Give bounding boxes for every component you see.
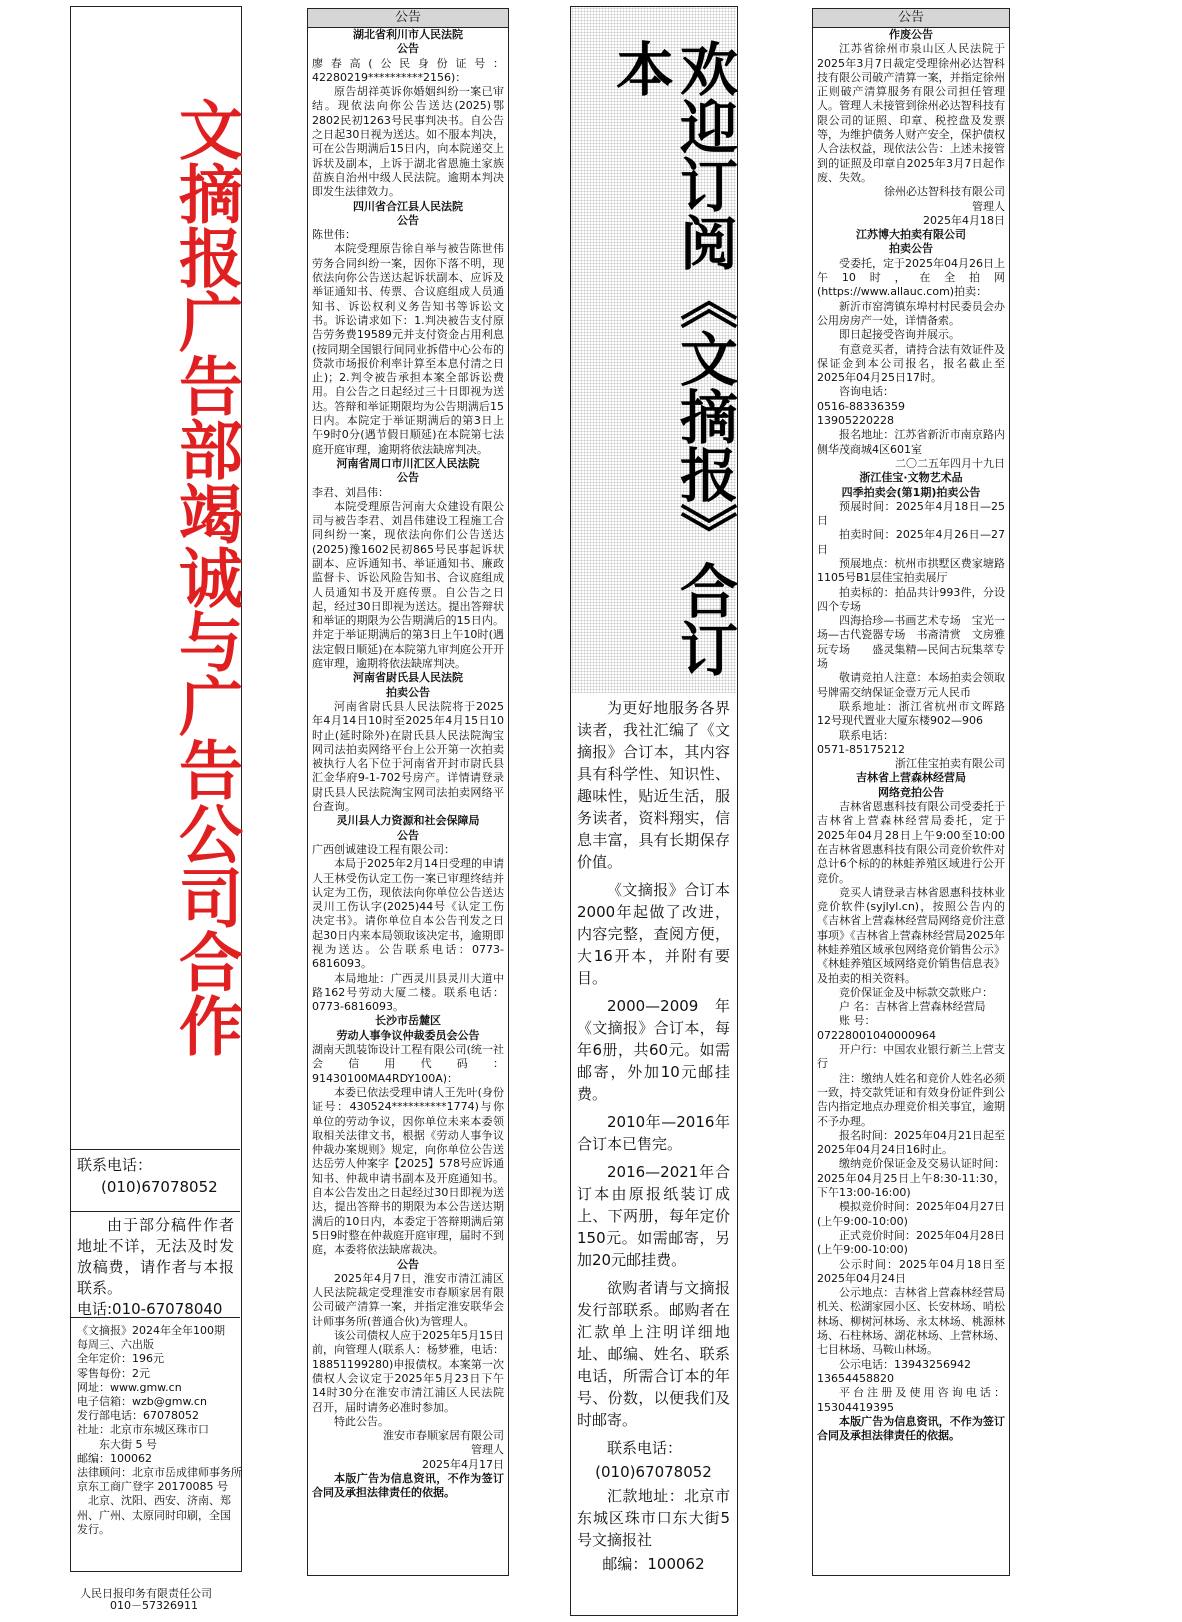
notice-paragraph: 缴纳竞价保证金及交易认证时间：2025年04月25日上午8:30-11:30，下午13:00-16:00) bbox=[817, 1157, 1005, 1200]
notice-paragraph: 四海拾珍—书画艺术专场 宝光一场—古代瓷器专场 书斋清赏 文房雅玩专场 盛灵集精—民间古玩集萃专场 bbox=[817, 614, 1005, 671]
remit-address: 汇款地址：北京市东城区珠市口东大街5号文摘报社 bbox=[577, 1487, 730, 1549]
notice-column-right bbox=[812, 8, 1010, 1576]
notice-signature: 浙江佳宝拍卖有限公司 bbox=[895, 757, 1005, 771]
notice-column-header: 公告 bbox=[813, 9, 1009, 28]
notice-paragraph: 该公司债权人应于2025年5月15日前，向管理人(联系人：杨梦雅，电话：18851199280)申报债权。本案第一次债权人会议定于2025年5月23日下午14时30分在淮安市清江浦区人民法院召开，届时请务必准时参加。 bbox=[312, 1329, 504, 1414]
notice-paragraph: 平台注册及使用咨询电话：15304419395 bbox=[817, 1386, 1005, 1414]
subscription-paragraph: 欲购者请与文摘报发行部联系。邮购者在汇款单上注明详细地址、邮编、姓名、联系电话，所需合订本的年号、份数，以便我们及时邮寄。 bbox=[577, 1279, 730, 1429]
notice-heading: 吉林省上营森林经营局 网络竞拍公告 bbox=[856, 771, 966, 799]
notice-heading: 江苏博大拍卖有限公司 拍卖公告 bbox=[856, 228, 966, 256]
masthead-info-line: 北京、沈阳、西安、济南、郑州、广州、太原同时印刷，全国发行。 bbox=[77, 1494, 231, 1536]
masthead-info-line: 社址：北京市东城区珠市口 bbox=[77, 1423, 209, 1437]
notice-addressee: 李君、刘昌伟： bbox=[312, 485, 389, 499]
postcode: 邮编：100062 bbox=[602, 1555, 705, 1573]
notice-paragraph: 竞买人请登录吉林省恩惠科技林业竞价软件(syjlyl.cn)，按照公告内的《吉林省上营森林经营局网络竞价注意事项》《吉林省上营森林经营局2025年林蛙养殖区域承包网络竞价销售公示》《林蛙养殖区域网络竞价销售信息表》及拍卖的相关资料。 bbox=[817, 885, 1005, 985]
notice-paragraph: 河南省尉氏县人民法院将于2025年4月14日10时至2025年4月15日10时止(延时除外)在尉氏县人民法院淘宝网司法拍卖网络平台上公开第一次拍卖被执行人名下位于河南省开封市尉氏县汇金华府9-1-702号房产。详情请登录尉氏县人民法院淘宝网司法拍卖网络平台查询。 bbox=[312, 699, 504, 814]
notice-paragraph: 本委已依法受理申请人王先叶(身份证号：430524**********1774)与你单位的劳动争议，因你单位未来本委领取相关法律文书，根据《劳动人事争议仲裁办案规则》规定，向你单位公告送达岳劳人仲案字【2025】578号应诉通知书、仲裁申请书副本及开庭通知书。自本公告发出之日起经过30日即视为送达，提出答辩书的期限为本公告送达期满后的10日内，本委定于答辩期满后第5日9时整在仲裁庭开庭审理，届时不到庭，本委将依法缺席裁决。 bbox=[312, 1085, 504, 1257]
masthead-info-line: 电子信箱：wzb@gmw.cn bbox=[77, 1395, 207, 1409]
notice-signature: 二〇二五年四月十九日 bbox=[895, 456, 1005, 470]
notice-paragraph: 开户行：中国农业银行新兰上营支行 bbox=[817, 1043, 1005, 1071]
notice-paragraph: 2025年4月7日，淮安市清江浦区人民法院裁定受理淮安市春顺家居有限公司破产清算一案，并指定淮安联华会计师事务所(普通合伙)为管理人。 bbox=[312, 1271, 504, 1328]
notice-paragraph: 正式竞价时间：2025年04月28日(上午9:00-10:00) bbox=[817, 1228, 1005, 1257]
notice-addressee: 广西创诚建设工程有限公司： bbox=[312, 842, 455, 856]
notice-signature: 徐州必达智科技有限公司 管理人 2025年4月18日 bbox=[884, 185, 1005, 227]
notice-paragraph: 吉林省恩惠科技有限公司受委托于吉林省上营森林经营局委托，定于2025年04月28日上午9:00至10:00在吉林省恩惠科技有限公司竞价软件对总计6个标的的林蛙养殖区域进行公开竞价。 bbox=[817, 800, 1005, 885]
notice-paragraph: 联系地址：浙江省杭州市文晖路12号现代置业大厦东楼902—906 bbox=[817, 699, 1005, 728]
masthead-info-line: 京东工商广登字 20170085 号 bbox=[77, 1480, 228, 1494]
masthead-info-line: 法律顾问：北京市岳成律师事务所 bbox=[77, 1466, 242, 1480]
printer-phone: 010－57326911 bbox=[110, 1599, 198, 1612]
notice-paragraph: 咨询电话： 0516-88336359 13905220228 bbox=[817, 385, 905, 428]
masthead-info-line: 《文摘报》2024年全年100期 bbox=[77, 1324, 225, 1337]
notice-paragraph: 预展时间：2025年4月18日—25日 bbox=[817, 499, 1005, 528]
cooperation-ad-column bbox=[70, 6, 242, 1572]
notice-paragraph: 公示地点：吉林省上营森林经营局机关、松湖家园小区、长安林场、哨松林场、柳树河林场、永太林场、桃源林场、石柱林场、湖花林场、上营林场、七目林场、马鞍山林场。 bbox=[817, 1286, 1005, 1357]
masthead-info-line: 网址：www.gmw.cn bbox=[77, 1380, 182, 1394]
notice-heading: 湖北省利川市人民法院 公告 bbox=[353, 28, 463, 56]
notice-paragraph: 报名时间：2025年04月21日起至2025年04月24日16时止。 bbox=[817, 1128, 1005, 1157]
notice-paragraph: 公示电话：13943256942 13654458820 bbox=[817, 1357, 971, 1385]
subscription-ad-banner bbox=[571, 7, 736, 693]
cooperation-ad-banner bbox=[71, 7, 240, 1149]
notice-paragraph: 敬请竞拍人注意：本场拍卖会领取号牌需交纳保证金壹万元人民币 bbox=[817, 671, 1005, 699]
notice-paragraph: 本院受理原告徐自举与被告陈世伟劳务合同纠纷一案，因你下落不明，现依法向你公告送达起诉状副本、应诉及举证通知书、传票、合议庭组成人员通知书、诉讼权利义务告知书等诉讼文书。诉讼请求如下：1.判决被告支付原告劳务费19589元并支付资金占用利息(按同期全国银行间同业拆借中心公布的贷款市场报价利率计算至本息付清之日止)；2.判令被告承担本案全部诉讼费用。自公告之日起经过三十日即视为送达。答辩和举证期限均为公告期满后15日内。本院定于举证期满后的第3日上午9时0分(遇节假日顺延)在本院第七法庭开庭审理，逾期将依法缺席判决。 bbox=[312, 242, 504, 456]
author-notice-text: 由于部分稿件作者地址不详，无法及时发放稿费，请作者与本报联系。 bbox=[77, 1216, 234, 1297]
ad-phone-box bbox=[71, 1149, 240, 1211]
notice-addressee: 廖春高(公民身份证号：42280219**********2156)： bbox=[312, 56, 504, 84]
subscription-ad-column bbox=[570, 6, 738, 1616]
notice-paragraph: 本院受理原告河南大众建设有限公司与被告李君、刘昌伟建设工程施工合同纠纷一案，现依法向你们公告送达(2025)豫1602民初865号民事起诉状副本、应诉通知书、举证通知书、廉政监督卡、诉讼风险告知书、合议庭组成人员通知书及开庭传票。自公告之日起，经过30日即视为送达。提出答辩状和举证的期限为公告期满后的15日内。并定于举证期满后的第3日上午10时(遇法定假日顺延)在本院第九审判庭公开开庭审理，逾期将依法缺席判决。 bbox=[312, 499, 504, 671]
printer-info bbox=[80, 1588, 260, 1612]
masthead-info-line: 每周三、六出版 bbox=[77, 1338, 154, 1352]
ad-phone-label: 联系电话： bbox=[77, 1156, 153, 1174]
notice-paragraph: 新沂市窑湾镇东埠村村民委员会办公用房房产一处，详情备索。 bbox=[817, 299, 1005, 327]
printer-name: 人民日报印务有限责任公司 bbox=[80, 1587, 212, 1600]
masthead-info bbox=[71, 1317, 240, 1573]
notice-heading: 灵川县人力资源和社会保障局 公告 bbox=[336, 814, 480, 842]
notice-paragraph: 预展地点：杭州市拱墅区费家塘路1105号B1层佳宝拍卖展厅 bbox=[817, 556, 1005, 585]
notice-paragraph: 拍卖时间：2025年4月26日—27日 bbox=[817, 528, 1005, 556]
notice-column-header: 公告 bbox=[308, 9, 508, 28]
masthead-info-line: 零售每份：2元 bbox=[77, 1366, 150, 1380]
notice-heading: 公告 bbox=[397, 1257, 419, 1271]
masthead-info-line: 东大街 5 号 bbox=[77, 1437, 157, 1451]
subscription-paragraph: 2000—2009年《文摘报》合订本，每年6册，共60元。如需邮寄，外加10元邮挂费。 bbox=[577, 997, 730, 1103]
contact-label: 联系电话： bbox=[607, 1439, 683, 1457]
subscription-paragraph: 《文摘报》合订本2000年起做了改进，内容完整，查阅方便，大16开本，并附有要目。 bbox=[577, 881, 730, 987]
notice-paragraph: 报名地址：江苏省新沂市南京路内侧华茂商城4区601室 bbox=[817, 428, 1005, 456]
cooperation-ad-title: 文摘报广告部竭诚与广告公司合作 bbox=[168, 97, 242, 1057]
notice-signature: 淮安市春顺家居有限公司 管理人 2025年4月17日 bbox=[383, 1429, 504, 1471]
notice-paragraph: 联系电话： 0571-85175212 bbox=[817, 728, 905, 756]
author-notice-phone: 电话:010-67078040 bbox=[77, 1300, 223, 1318]
notice-heading: 浙江佳宝·文物艺术品 四季拍卖会(第1期)拍卖公告 bbox=[841, 471, 981, 499]
disclaimer-note: 本版广告为信息资讯，不作为签订合同及承担法律责任的依据。 bbox=[817, 1414, 1005, 1443]
notice-paragraph: 账 号： 07228001040000964 bbox=[817, 1014, 936, 1042]
notice-column-body bbox=[308, 28, 508, 1501]
subscription-paragraph: 2010年—2016年合订本已售完。 bbox=[577, 1113, 730, 1153]
notice-paragraph: 原告胡祥英诉你婚姻纠纷一案已审结。现依法向你公告送达(2025)鄂2802民初1263号民事判决书。自公告之日起30日视为送达。如不服本判决，可在公告期满后15日内，向本院递交上诉状及副本，上诉于湖北省恩施土家族苗族自治州中级人民法院。逾期本判决即发生法律效力。 bbox=[312, 85, 504, 199]
notice-addressee: 湖南天凯装饰设计工程有限公司(统一社会信用代码：91430100MA4RDY100A)： bbox=[312, 1043, 504, 1085]
notice-heading: 四川省合江县人民法院 公告 bbox=[353, 199, 463, 227]
disclaimer-note: 本版广告为信息资讯，不作为签订合同及承担法律责任的依据。 bbox=[312, 1471, 504, 1500]
notice-paragraph: 拍卖标的：拍品共计993件，分设四个专场 bbox=[817, 585, 1005, 613]
notice-paragraph: 江苏省徐州市泉山区人民法院于2025年3月7日裁定受理徐州必达智科技有限公司破产清算一案，并指定徐州正则破产清算服务有限公司担任管理人。管理人未接管到徐州必达智科技有限公司的证照、印章、税控盘及发票等，为维护债务人财产安全，保护债权人合法权益，现依法公告：上述未接管到的证照及印章自2025年3月7日起作废、失效。 bbox=[817, 42, 1005, 184]
notice-paragraph: 注：缴纳人姓名和竞价人姓名必须一致，持交款凭证和有效身份证件到公告内指定地点办理竞价相关事宜，逾期不予办理。 bbox=[817, 1071, 1005, 1128]
notice-paragraph: 特此公告。 bbox=[334, 1414, 389, 1428]
notice-paragraph: 即日起接受咨询并展示。 bbox=[839, 328, 960, 342]
notice-column-left bbox=[307, 8, 509, 1576]
notice-heading: 作废公告 bbox=[889, 28, 933, 41]
notice-paragraph: 本局地址：广西灵川县灵川大道中路162号劳动大厦二楼。联系电话：0773-6816093。 bbox=[312, 971, 504, 1014]
notice-paragraph: 受委托，定于2025年04月26日上午10时，在全拍网(https://www.allauc.com)拍卖： bbox=[817, 256, 1005, 299]
subscription-ad-title: 欢迎订阅《文摘报》合订本 bbox=[606, 39, 738, 677]
notice-heading: 河南省尉氏县人民法院 拍卖公告 bbox=[353, 671, 463, 699]
contact-number: (010)67078052 bbox=[595, 1463, 712, 1481]
masthead-info-line: 全年定价：196元 bbox=[77, 1352, 164, 1366]
notice-column-body bbox=[813, 28, 1009, 1443]
notice-addressee: 陈世伟： bbox=[312, 228, 356, 242]
subscription-paragraph: 2016—2021年合订本由原报纸装订成上、下两册，每年定价150元。如需邮寄，另加20元邮挂费。 bbox=[577, 1163, 730, 1269]
subscription-ad-body bbox=[571, 697, 736, 1577]
notice-paragraph: 本局于2025年2月14日受理的申请人王林受伤认定工伤一案已审理终结并认定为工伤，现依法向你单位公告送达灵川工伤认字(2025)44号《认定工伤决定书》。请你单位自本公告刊发之日起30日内来本局领取该决定书，逾期即视为送达。公告联系电话：0773-6816093。 bbox=[312, 857, 504, 971]
author-notice bbox=[71, 1211, 240, 1317]
notice-paragraph: 模拟竞价时间：2025年04月27日(上午9:00-10:00) bbox=[817, 1200, 1005, 1228]
notice-paragraph: 户 名：吉林省上营森林经营局 bbox=[839, 1000, 986, 1014]
masthead-info-line: 发行部电话：67078052 bbox=[77, 1409, 199, 1423]
notice-heading: 长沙市岳麓区 劳动人事争议仲裁委员会公告 bbox=[336, 1014, 480, 1042]
ad-phone-number: (010)67078052 bbox=[101, 1178, 218, 1196]
notice-paragraph: 公示时间：2025年04月18日至2025年04月24日 bbox=[817, 1257, 1005, 1285]
notice-paragraph: 竞价保证金及中标款交款账户： bbox=[839, 985, 993, 999]
subscription-paragraph: 为更好地服务各界读者，我社汇编了《文摘报》合订本，其内容具有科学性、知识性、趣味性，贴近生活，服务读者，资料翔实，信息丰富，具有长期保存价值。 bbox=[577, 699, 730, 871]
notice-heading: 河南省周口市川汇区人民法院 公告 bbox=[336, 456, 480, 485]
notice-paragraph: 有意竞买者，请持合法有效证件及保证金到本公司报名，报名截止至2025年04月25日17时。 bbox=[817, 342, 1005, 385]
masthead-info-line: 邮编：100062 bbox=[77, 1451, 152, 1465]
